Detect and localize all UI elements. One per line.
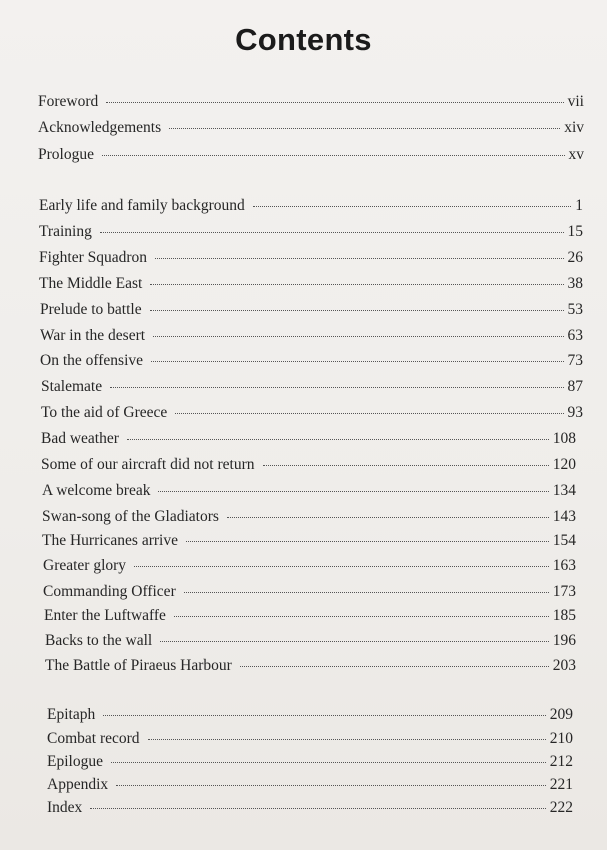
toc-entry-page: 185 (552, 607, 576, 624)
toc-dot-leader (110, 387, 563, 388)
toc-entry-title: Stalemate (41, 378, 103, 395)
toc-entry-chapter-3 (39, 274, 583, 294)
toc-entry-title: Epitaph (47, 706, 96, 723)
toc-entry-title: A welcome break (42, 482, 151, 499)
toc-entry-page: xiv (564, 119, 584, 136)
toc-entry-chapter-5 (40, 326, 583, 346)
toc-dot-leader (148, 739, 546, 740)
toc-dot-leader (111, 762, 546, 763)
toc-entry-page: 212 (549, 753, 573, 770)
toc-entry-title: The Battle of Piraeus Harbour (45, 657, 232, 674)
toc-dot-leader (175, 413, 563, 414)
toc-entry-chapter-6 (40, 351, 583, 371)
toc-entry-title: Fighter Squadron (39, 249, 148, 266)
toc-entry-page: 53 (567, 301, 583, 318)
toc-entry-page: 154 (552, 532, 576, 549)
toc-entry-title: Greater glory (43, 557, 127, 574)
toc-dot-leader (134, 566, 549, 567)
toc-entry-title: Appendix (47, 776, 109, 793)
toc-entry-front-2 (38, 145, 584, 165)
toc-dot-leader (127, 439, 549, 440)
toc-entry-page: xv (568, 146, 584, 163)
toc-dot-leader (103, 715, 546, 716)
toc-entry-chapter-12 (42, 507, 576, 527)
toc-dot-leader (116, 785, 546, 786)
toc-entry-title: War in the desert (40, 327, 146, 344)
toc-entry-chapter-14 (43, 556, 576, 576)
toc-entry-title: Index (47, 799, 83, 816)
toc-entry-chapter-2 (39, 248, 583, 268)
toc-entry-title: Prologue (38, 146, 94, 163)
toc-dot-leader (90, 808, 545, 809)
toc-entry-page: 209 (549, 706, 573, 723)
toc-entry-title: Early life and family background (39, 197, 245, 214)
toc-dot-leader (186, 541, 549, 542)
toc-dot-leader (102, 155, 565, 156)
toc-entry-title: Some of our aircraft did not return (41, 456, 255, 473)
toc-entry-page: 108 (552, 430, 576, 447)
toc-entry-title: Training (39, 223, 92, 240)
toc-entry-page: 173 (552, 583, 576, 600)
toc-entry-title: Enter the Luftwaffe (44, 607, 166, 624)
toc-entry-page: 221 (549, 776, 573, 793)
toc-entry-page: 120 (552, 456, 576, 473)
toc-entry-title: Prelude to battle (40, 301, 142, 318)
toc-entry-title: Acknowledgements (38, 119, 162, 136)
toc-entry-page: 73 (567, 352, 583, 369)
toc-dot-leader (151, 361, 563, 362)
toc-entry-chapter-0 (39, 196, 583, 216)
toc-dot-leader (227, 517, 549, 518)
toc-entry-chapter-17 (45, 631, 576, 651)
toc-entry-page: 38 (567, 275, 583, 292)
toc-entry-page: 222 (549, 799, 573, 816)
toc-entry-chapter-13 (42, 531, 576, 551)
toc-dot-leader (169, 128, 560, 129)
toc-dot-leader (160, 641, 549, 642)
toc-dot-leader (174, 616, 549, 617)
toc-dot-leader (253, 206, 572, 207)
toc-entry-page: 210 (549, 730, 573, 747)
toc-entry-page: 163 (552, 557, 576, 574)
toc-entry-back-1 (47, 729, 573, 749)
toc-entry-page: 1 (575, 197, 583, 214)
toc-entry-chapter-1 (39, 222, 583, 242)
toc-entry-page: 26 (567, 249, 583, 266)
toc-entry-page: 143 (552, 508, 576, 525)
toc-dot-leader (150, 310, 564, 311)
toc-dot-leader (106, 102, 563, 103)
toc-entry-title: Swan-song of the Gladiators (42, 508, 219, 525)
toc-entry-page: 15 (567, 223, 583, 240)
toc-dot-leader (263, 465, 549, 466)
toc-entry-page: vii (567, 93, 584, 110)
toc-entry-chapter-18 (45, 656, 576, 676)
toc-entry-chapter-16 (44, 606, 576, 626)
toc-entry-title: To the aid of Greece (41, 404, 168, 421)
toc-entry-chapter-11 (42, 481, 576, 501)
toc-entry-page: 203 (552, 657, 576, 674)
toc-entry-chapter-8 (41, 403, 583, 423)
toc-entry-page: 93 (567, 404, 583, 421)
toc-entry-title: Backs to the wall (45, 632, 153, 649)
toc-dot-leader (153, 336, 563, 337)
toc-entry-chapter-4 (40, 300, 583, 320)
toc-dot-leader (155, 258, 563, 259)
toc-entry-title: Commanding Officer (43, 583, 176, 600)
toc-entry-page: 63 (567, 327, 583, 344)
toc-entry-chapter-10 (41, 455, 576, 475)
toc-entry-chapter-7 (41, 377, 583, 397)
toc-dot-leader (240, 666, 549, 667)
toc-entry-back-3 (47, 775, 573, 795)
toc-entry-title: On the offensive (40, 352, 144, 369)
toc-entry-back-0 (47, 705, 573, 725)
toc-dot-leader (100, 232, 564, 233)
toc-entry-front-0 (38, 92, 584, 112)
toc-entry-front-1 (38, 118, 584, 138)
toc-dot-leader (184, 592, 549, 593)
toc-dot-leader (158, 491, 548, 492)
toc-entry-title: Foreword (38, 93, 99, 110)
toc-entry-title: Combat record (47, 730, 140, 747)
toc-entry-page: 196 (552, 632, 576, 649)
toc-entry-page: 87 (567, 378, 583, 395)
toc-entry-title: The Hurricanes arrive (42, 532, 178, 549)
toc-entry-chapter-15 (43, 582, 576, 602)
toc-entry-title: The Middle East (39, 275, 143, 292)
toc-entry-chapter-9 (41, 429, 576, 449)
toc-entry-back-2 (47, 752, 573, 772)
toc-entry-back-4 (47, 798, 573, 818)
toc-entry-title: Epilogue (47, 753, 103, 770)
toc-entry-title: Bad weather (41, 430, 119, 447)
toc-dot-leader (150, 284, 563, 285)
page-title: Contents (235, 22, 372, 57)
toc-entry-page: 134 (552, 482, 576, 499)
